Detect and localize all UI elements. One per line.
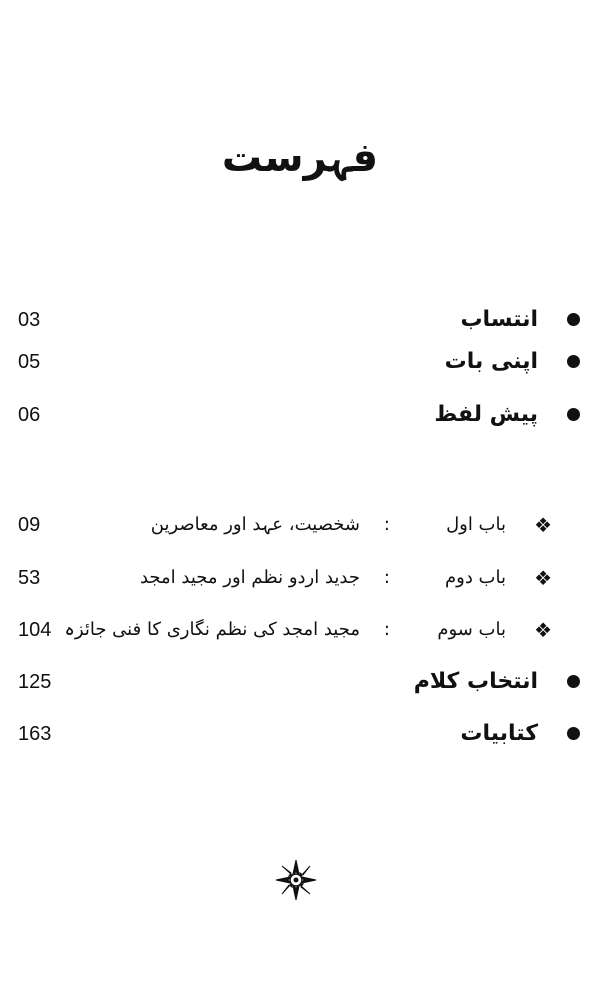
toc-chapter-1[interactable] — [0, 505, 600, 545]
eight-point-star-icon — [274, 858, 318, 902]
toc-chapter-2[interactable] — [0, 558, 600, 598]
diamond-icon: ❖ — [534, 513, 552, 537]
chapter-separator: : — [383, 567, 390, 588]
page-number: 06 — [18, 404, 41, 426]
toc-chapter-3[interactable] — [0, 610, 600, 650]
page-number: 09 — [18, 514, 41, 536]
page-title: فہرست — [221, 135, 379, 181]
page-number: 05 — [18, 351, 41, 373]
chapter-subtitle: مجید امجد کی نظم نگاری کا فنی جائزہ — [64, 619, 360, 640]
page-number: 163 — [18, 723, 52, 745]
bullet-icon — [567, 313, 580, 326]
toc-entry-preface[interactable] — [0, 395, 600, 435]
page-number: 125 — [18, 671, 52, 693]
entry-label: اپنی بات — [444, 349, 538, 374]
toc-entry-selected-works[interactable] — [0, 662, 600, 702]
toc-entry-own-words[interactable] — [0, 342, 600, 382]
chapter-label: باب سوم — [437, 619, 506, 640]
chapter-label: باب اول — [446, 514, 506, 535]
page-number: 03 — [18, 309, 41, 331]
bullet-icon — [567, 727, 580, 740]
entry-label: انتخاب کلام — [413, 669, 538, 694]
diamond-icon: ❖ — [534, 566, 552, 590]
page-number: 53 — [18, 567, 41, 589]
chapter-subtitle: شخصیت، عہد اور معاصرین — [150, 514, 360, 535]
chapter-label: باب دوم — [444, 567, 506, 588]
toc-entry-dedication[interactable] — [0, 300, 600, 340]
entry-label: پیش لفظ — [434, 402, 538, 427]
entry-label: انتساب — [460, 307, 538, 332]
chapter-subtitle: جدید اردو نظم اور مجید امجد — [139, 567, 360, 588]
diamond-icon: ❖ — [534, 618, 552, 642]
bullet-icon — [567, 355, 580, 368]
page-number: 104 — [18, 619, 52, 641]
entry-label: کتابیات — [460, 721, 538, 746]
bullet-icon — [567, 675, 580, 688]
chapter-separator: : — [383, 619, 390, 640]
toc-entry-bibliography[interactable] — [0, 714, 600, 754]
bullet-icon — [567, 408, 580, 421]
chapter-separator: : — [383, 514, 390, 535]
